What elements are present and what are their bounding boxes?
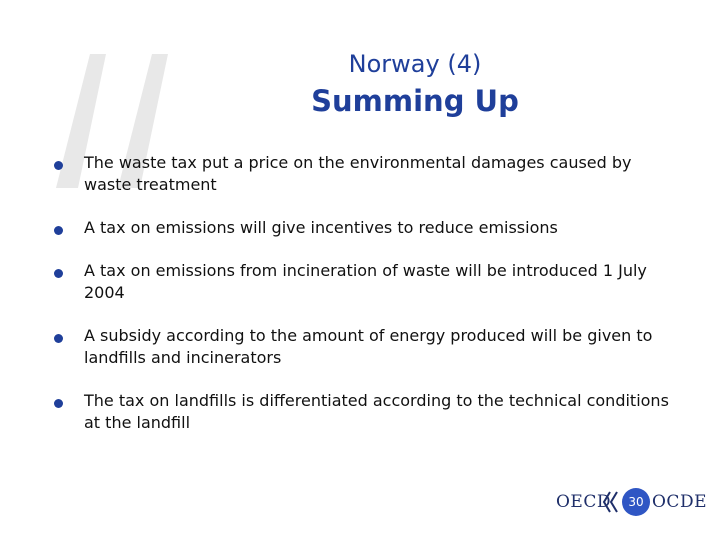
bullet-item — [54, 152, 674, 196]
slide-subtitle: Summing Up — [311, 84, 519, 118]
bullet-item — [54, 260, 674, 304]
bullet-dot-icon — [54, 334, 63, 343]
bullet-list — [54, 152, 674, 434]
page-number-badge: 30 — [622, 488, 650, 516]
bullet-dot-icon — [54, 226, 63, 235]
bullet-dot-icon — [54, 161, 63, 170]
logo-quote-icon — [602, 490, 622, 514]
slide-title: Norway (4) — [348, 50, 482, 78]
bullet-text: A tax on emissions from incineration of waste will be introduced 1 July 2004 — [84, 261, 647, 302]
bullet-dot-icon — [54, 399, 63, 408]
logo-text-ocde: OCDE — [652, 492, 707, 512]
bullet-text: A subsidy according to the amount of energy produced will be given to landfills and incinerators — [84, 326, 653, 367]
bullet-item — [54, 390, 674, 434]
bullet-text: The waste tax put a price on the environmental damages caused by waste treatment — [84, 153, 632, 194]
bullet-dot-icon — [54, 269, 63, 278]
bullet-item — [54, 325, 674, 369]
bullet-item — [54, 217, 674, 239]
logo-text-oecd: OECD — [556, 492, 611, 512]
bullet-text: The tax on landfills is differentiated according to the technical conditions at the landfill — [84, 391, 669, 432]
bullet-text: A tax on emissions will give incentives to reduce emissions — [84, 218, 558, 237]
